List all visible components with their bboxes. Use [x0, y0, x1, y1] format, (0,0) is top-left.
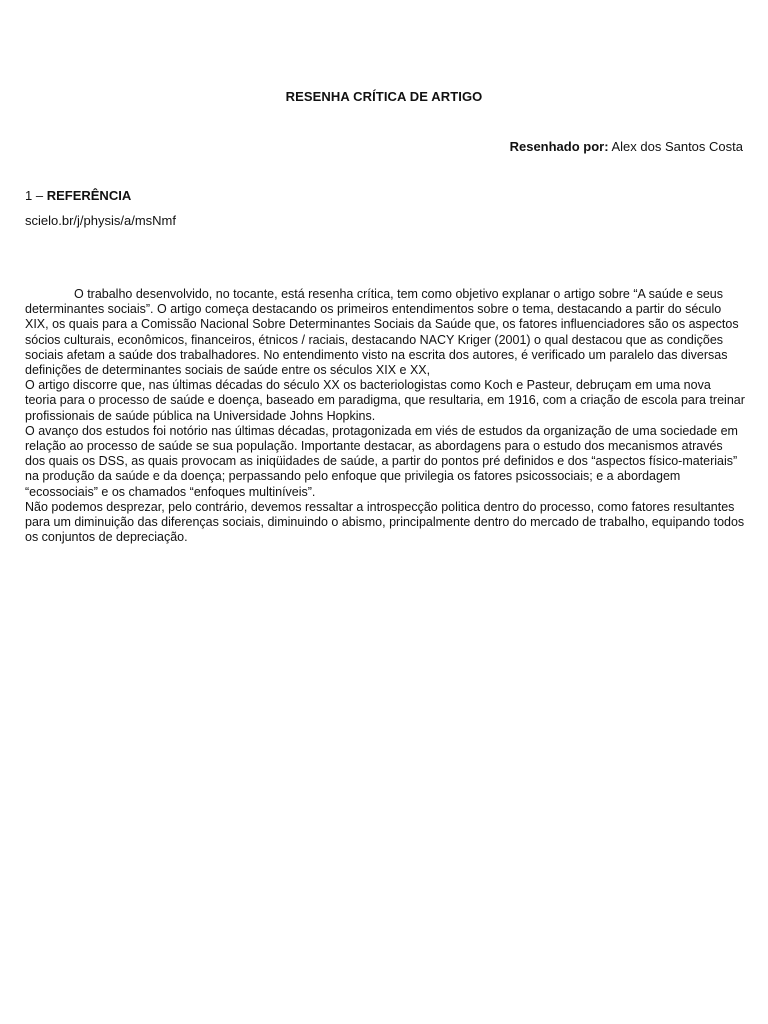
paragraph-history: O artigo discorre que, nas últimas décadas do século XX os bacteriologistas como Koch e Pasteur, debruçam em uma nova teoria para o processo de saúde e doença, baseado em paradigma, que resultaria, em 1916, com a criação de escola para treinar profissionais de saúde pública na Universidade Johns Hopkins.: [25, 378, 745, 423]
reference-link: scielo.br/j/physis/a/msNmf: [25, 213, 176, 228]
reviewer-label: Resenhado por:: [509, 139, 609, 154]
paragraph-conclusion: Não podemos desprezar, pelo contrário, devemos ressaltar a introspecção politica dentro do processo, como fatores resultantes para um diminuição das diferenças sociais, diminuindo o abismo, principalmente dentro do mercado de trabalho, equipando todos os conjuntos de depreciação.: [25, 499, 745, 545]
paragraph-studies: O avanço dos estudos foi notório nas últimas décadas, protagonizada em viés de estudos da organização de uma sociedade em relação ao processo de saúde se sua população. Importante destacar, as abordagens para o estudo dos mecanismos através dos quais os DSS, as quais provocam as iniqüidades de saúde, a partir do pontos pré definidos e dos “aspectos físico-materiais” na produção da saúde e da doença; perpassando pelo enfoque que privilegia os fatores psicossociais; e a abordagem “ecossociais” e os chamados “enfoques multiníveis”.: [25, 423, 738, 499]
section-heading-reference: [25, 188, 131, 203]
review-body: [25, 287, 745, 545]
paragraph-intro: O trabalho desenvolvido, no tocante, está resenha crítica, tem como objetivo explanar o artigo sobre “A saúde e seus determinantes sociais”. O artigo começa destacando os primeiros entendimentos sobre o tema, destacando a partir do século XIX, os quais para a Comissão Nacional Sobre Determinantes Sociais da Saúde que, os fatores influenciadores são os aspectos sócios culturais, econômicos, financeiros, étnicos / raciais, destacando NACY Kriger (2001) o qual destacou que as condições sociais afetam a saúde dos trabalhadores. No entendimento visto na escrita dos autores, é verificado um paralelo das diversas definições de determinantes sociais de saúde entre os séculos XIX e XX,: [25, 287, 739, 378]
section-title: REFERÊNCIA: [46, 188, 132, 203]
section-number: 1 –: [25, 188, 44, 203]
reviewer-line: [510, 139, 743, 154]
document-title: RESENHA CRÍTICA DE ARTIGO: [285, 89, 483, 104]
reviewer-name: Alex dos Santos Costa: [611, 139, 743, 154]
